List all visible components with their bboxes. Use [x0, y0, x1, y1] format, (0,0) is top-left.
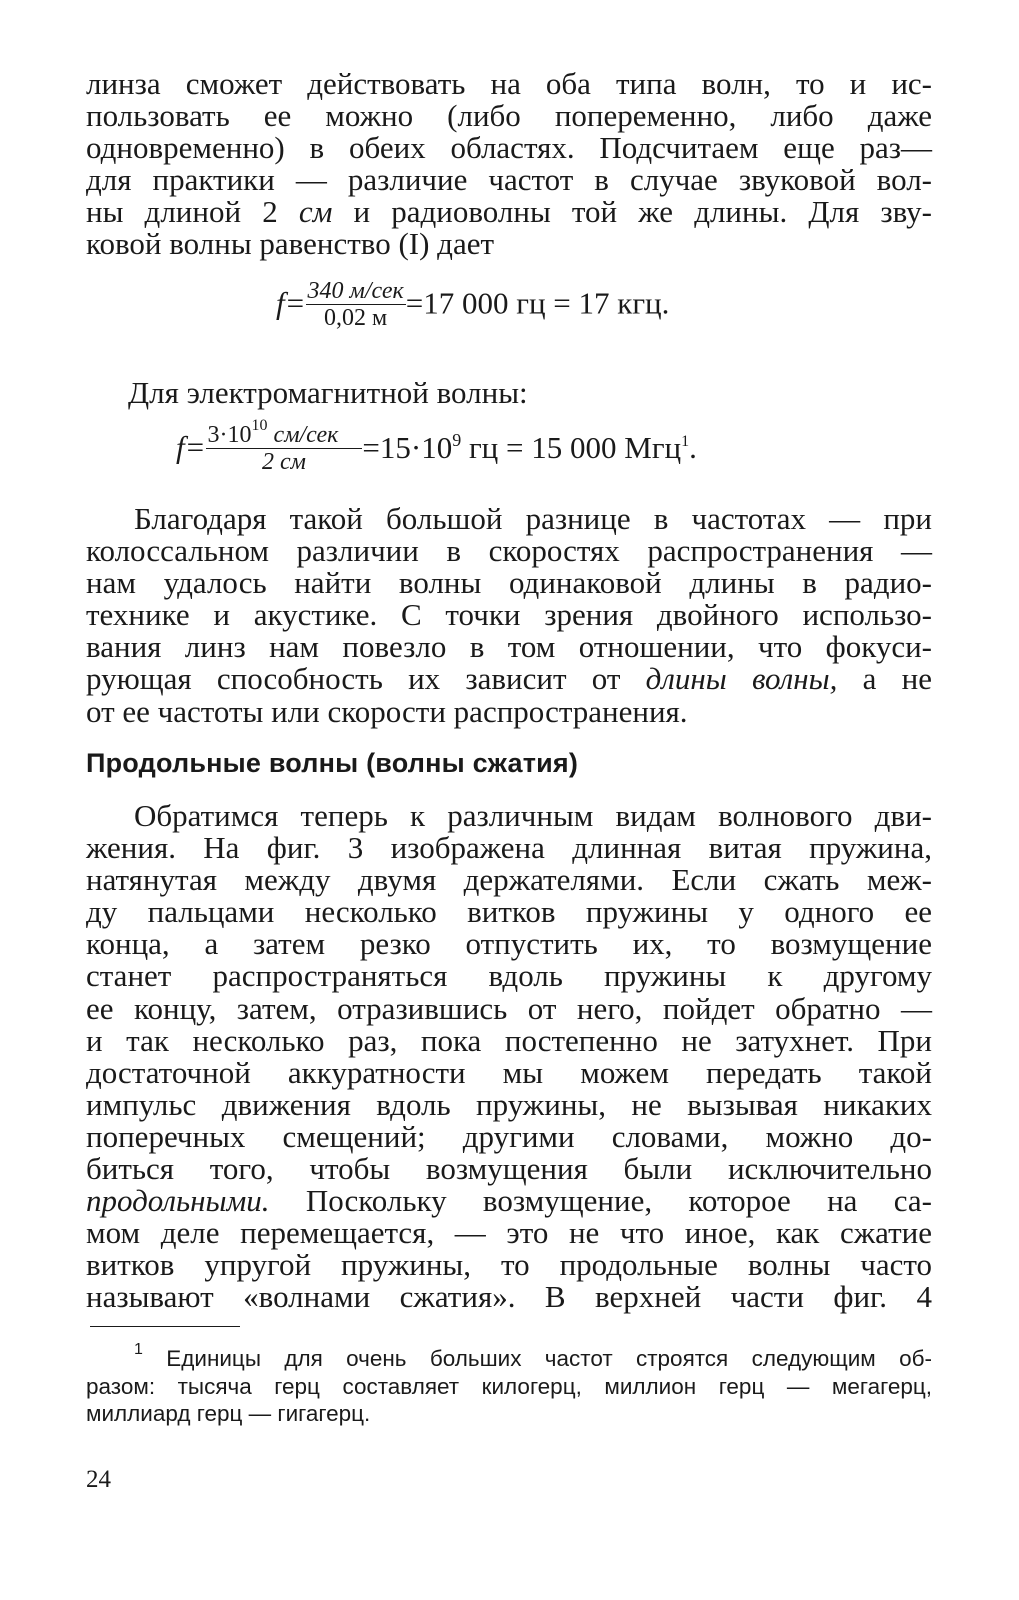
text-line: Благодаря такой большой разнице в частотах — при	[134, 501, 932, 536]
text-line: технике и акустике. С точки зрения двойного использо-	[86, 597, 932, 633]
numerator-unit: см/сек	[267, 422, 339, 448]
text-line: станет распространяться вдоль пружины к другому	[86, 958, 932, 994]
paragraph-1	[86, 68, 932, 261]
text-run: ны длиной 2	[86, 194, 299, 230]
italic-unit: см	[298, 194, 333, 230]
page-number: 24	[86, 1466, 111, 1493]
fraction-numerator	[306, 278, 406, 305]
footnote-line: разом: тысяча герц составляет килогерц, миллион герц — мегагерц,	[86, 1373, 932, 1399]
formula-rhs	[362, 430, 696, 465]
text-run: а не	[837, 661, 932, 697]
text-run: и радиоволны той же длины. Для зву-	[332, 194, 932, 230]
paragraph-2	[86, 503, 932, 728]
formula-rhs: =17 000 гц = 17 кгц.	[405, 285, 670, 321]
footnote-marker: 1	[134, 1341, 143, 1358]
text-line: поперечных смещений; другими словами, можно до-	[86, 1118, 932, 1154]
text-line: натянутая между двумя держателями. Если сжать меж-	[86, 862, 932, 898]
fraction-denominator	[206, 449, 363, 475]
footnote-divider	[90, 1326, 240, 1327]
text-line: для практики — различие частот в случае звуковой вол-	[86, 162, 932, 198]
text-line: нам удалось найти волны одинаковой длины в радио-	[86, 565, 932, 601]
text-line: и так несколько раз, пока постепенно не затухнет. При	[86, 1022, 932, 1058]
text-line: импульс движения вдоль пружины, не вызывая никаких	[86, 1086, 932, 1122]
italic-term: продольными.	[86, 1183, 270, 1219]
text-line: конца, а затем резко отпустить их, то возмущение	[86, 926, 932, 962]
formula-em-frequency	[176, 417, 697, 477]
text-run: Поскольку возмущение, которое на са-	[269, 1183, 932, 1219]
text-line: Обратимся теперь к различным видам волнового дви-	[134, 798, 932, 833]
em-wave-label: Для электромагнитной волны:	[128, 375, 528, 410]
text-line: биться того, чтобы возмущения были исключительно	[86, 1151, 932, 1187]
text-line: достаточной аккуратности мы можем передать такой	[86, 1054, 932, 1090]
formula-lhs: f=	[176, 429, 206, 465]
text-line: ее концу, затем, отразившись от него, пойдет обратно —	[86, 990, 932, 1026]
paragraph-3	[86, 800, 932, 1314]
text-line: одновременно) в обеих областях. Подсчитаем еще раз—	[86, 130, 932, 166]
text-run: рующая способность их зависит от	[86, 661, 646, 697]
text-line: ду пальцами несколько витков пружины у одного ее	[86, 894, 932, 930]
text-line-mixed	[86, 196, 932, 228]
italic-term: длины волны,	[645, 661, 838, 697]
formula-sound-frequency	[276, 280, 669, 333]
text-line: колоссальном различии в скоростях распространения —	[86, 533, 932, 569]
rhs-end: .	[689, 429, 697, 465]
text-line: жения. На фиг. 3 изображена длинная витая пружина,	[86, 830, 932, 866]
rhs-units: гц = 15 000 Мгц	[461, 429, 682, 465]
text-line: мом деле перемещается, — это не что иное, как сжатие	[86, 1215, 932, 1251]
text-line: от ее частоты или скорости распространения.	[86, 693, 688, 729]
fraction-denominator	[306, 305, 406, 331]
text-line: пользовать ее можно (либо попеременно, либо даже	[86, 98, 932, 134]
denominator-text: 0,02 м	[324, 305, 388, 331]
text-line: ковой волны равенство (I) дает	[86, 226, 495, 262]
footnote	[86, 1341, 932, 1428]
numerator-text: 340 м/сек	[307, 278, 404, 304]
text-line: называют «волнами сжатия». В верхней части фиг. 4	[86, 1279, 932, 1315]
footnote-line	[86, 1341, 932, 1373]
fraction	[206, 417, 363, 475]
numerator-base: 3·10	[207, 422, 252, 448]
rhs-base: =15·10	[362, 429, 453, 465]
section-heading: Продольные волны (волны сжатия)	[86, 748, 579, 778]
footnote-ref: 1	[681, 432, 690, 450]
footnote-text: Единицы для очень больших частот строятся следующим об-	[142, 1346, 932, 1371]
fraction-numerator	[206, 417, 363, 449]
text-line-mixed	[86, 663, 932, 695]
text-line: вания линз нам повезло в том отношении, что фокуси-	[86, 629, 932, 665]
text-line: витков упругой пружины, то продольные волны часто	[86, 1247, 932, 1283]
numerator-exponent: 10	[251, 417, 268, 434]
text-line: линза сможет действовать на оба типа волн, то и ис-	[86, 66, 932, 101]
rhs-exponent: 9	[452, 429, 462, 450]
formula-lhs: f=	[276, 285, 306, 321]
footnote-line: миллиард герц — гигагерц.	[86, 1401, 371, 1426]
fraction	[306, 278, 406, 331]
text-line-mixed	[86, 1185, 932, 1217]
denominator-text: 2 см	[261, 449, 306, 475]
